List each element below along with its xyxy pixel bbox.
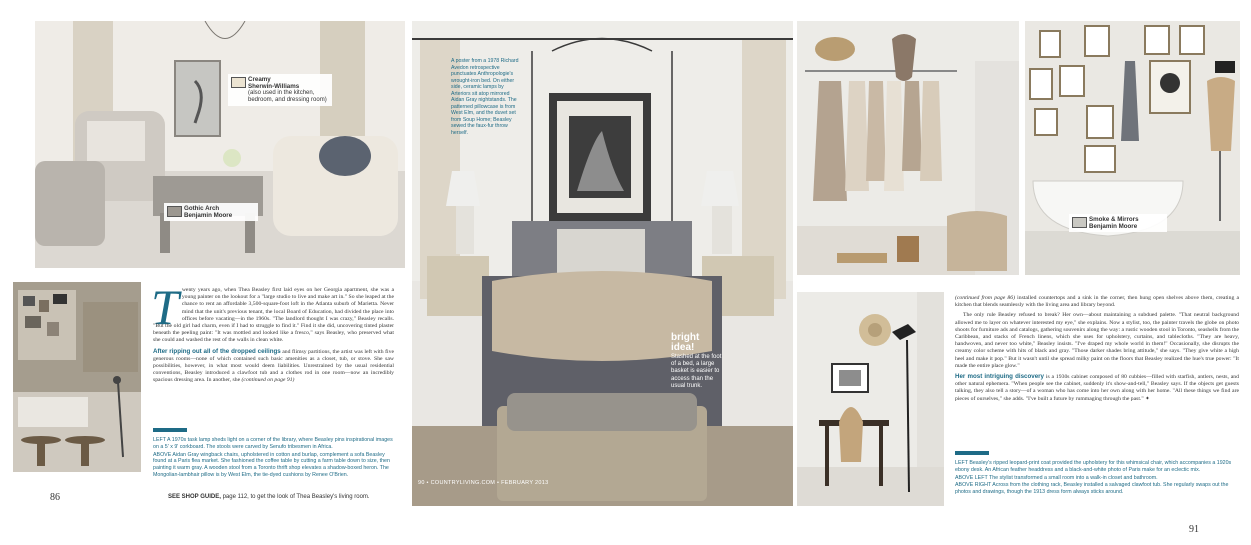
caption-left-library: LEFT A 1970s task lamp sheds light on a corner of the library, where Beasley pins inspirational images on a 5' x 9' corkboard. The stools were carved by Senufo tribesmen in Africa. (153, 437, 393, 450)
right-article-para2: The only rule Beasley refused to break? Her own—about maintaining a subdued palette. "That neutral background allowed me to layer on whatever interested my eye," she explains. Now a stylist, too, the painter travels the globe on photo shoots for furniture ads and catalogs, gathering souvenirs along the way: a rustic wooden stool in Toronto, seashells from the Caribbean, and stacks of French linens, which she uses for upholstery, curtains, and tablecloths. "They are heavy, handwoven, and never too white," Beasley insists. "I've draped my whole world in them!" Occasionally, she disrupts the creamy color scheme with hits of black and gray. "Those darker shades bring attitude," she says. "They give white a high heel and make it pop." But it wasn't until she spread milky paint on the floors that Beasley realized the hue's true power: "It made the entire place glow." (955, 312, 1239, 369)
continued-from: (continued from page 86) (955, 295, 1015, 301)
caption-left-desk: LEFT Beasley's ripped leopard-print coat provided the upholstery for this whimsical chair, which accompanies a 1920s ebony desk. An African feather headdress and a black-and-white photo of Paris make for an eclectic mix. (955, 460, 1232, 473)
swatch-brand: Sherwin-Williams (248, 83, 300, 90)
swatch-name: Creamy (248, 76, 271, 83)
bright-idea-callout (671, 333, 727, 390)
left-article-para1: Twenty years ago, when Thea Beasley first laid eyes on her Georgia apartment, she was a young painter on the lookout for a "large studio to live and make art in." So she leaped at the chance to rent an affordable 3,500-square-foot loft in the Atlanta suburb of Marietta. Never mind that the unit's previous tenant, the local Board of Education, had divided the place into offices before vacating—in the 1960s. "The landlord thought I was crazy," Beasley recalls. "But the old girl had charm, even if I had to struggle to find it." Find it she did, uncovering tinted plaster beneath the peeling paint: "It was mottled and looked like a fresco," says Beasley, who preserved what she could and washed the rest of the walls in clean white. (151, 279, 394, 344)
callout-title-2: idea! (671, 342, 695, 353)
left-subhead: After ripping out all of the dropped ceilings (153, 347, 281, 355)
left-captions (153, 428, 393, 480)
bathroom-photo (1025, 21, 1240, 275)
right-article (955, 295, 1239, 406)
swatch-brand: Benjamin Moore (184, 212, 233, 219)
paint-chip-icon (1072, 217, 1087, 228)
right-article-para3: Her most intriguing discovery is a 1930s cabinet composed of 80 cubbies—filled with starfish, antlers, nests, and other natural ephemera. "When people see the cabinet, suddenly it's show-and-tell," Beasley says. If the objects get guests talking, they also tell a story—of a woman who has come into her own along with her home. "All these things we find are pieces of ourselves," she adds. "I've built a future by rummaging through the past." ✦ (955, 373, 1239, 402)
desk-photo (797, 292, 944, 506)
swatch-label-creamy (228, 74, 332, 106)
paint-chip-icon (231, 77, 246, 88)
swatch-brand: Benjamin Moore (1089, 223, 1138, 230)
right-subhead: Her most intriguing discovery (955, 373, 1045, 381)
callout-body: Stashed at the foot of a bed, a large basket is easier to access than the usual trunk. (671, 354, 722, 389)
caption-above-living: ABOVE Aidan Gray wingback chairs, upholstered in cotton and burlap, complement a sofa Beasley found at a Paris flea market. She fashioned the coffee table by cutting a farm table down to size, then painting it warm gray. A wooden stool from a Toronto thrift shop elevates a shadow-boxed heron. The Mongolian-lambhair pillow is by West Elm, the tie-dyed cushions by Renee O'Brien. (153, 451, 390, 478)
caption-above-left-closet: ABOVE LEFT The stylist transformed a small room into a walk-in closet and bathroom. (955, 474, 1158, 481)
swatch-label-smoke-mirrors (1069, 214, 1167, 232)
shop-guide-note: SEE SHOP GUIDE, page 112, to get the look of Thea Beasley's living room. (168, 494, 370, 500)
folio: 90 • COUNTRYLIVING.COM • FEBRUARY 2013 (418, 480, 549, 486)
caption-above-right-bath: ABOVE RIGHT Across from the clothing rack, Beasley installed a salvaged clawfoot tub. She regularly swaps out the photos and drawings, though the 1913 dress form always sticks around. (955, 482, 1229, 496)
caption-rule (153, 428, 187, 432)
right-captions (955, 451, 1237, 497)
page-number-right: 91 (1189, 524, 1199, 535)
living-room-photo (35, 21, 405, 268)
continued-on: (continued on page 91) (241, 377, 295, 384)
left-article (151, 279, 394, 388)
swatch-name: Gothic Arch (184, 205, 220, 212)
swatch-name: Smoke & Mirrors (1089, 216, 1139, 223)
swatch-note: (also used in the kitchen, bedroom, and dressing room) (248, 90, 327, 103)
caption-rule (955, 451, 989, 455)
drop-cap: T (151, 279, 179, 335)
callout-title-1: bright (671, 332, 700, 343)
library-photo (13, 282, 141, 472)
page-number-left: 86 (50, 492, 60, 503)
poster-caption: A poster from a 1978 Richard Avedon retrospective punctuates Anthropologie's wrought-iron bed. On either side, ceramic lamps by Arteriors sit atop mirrored Aidan Gray nightstands. The patterned pillowcase is from West Elm, and the duvet set from Soup Home; Beasley sewed the faux-fur throw herself. (451, 58, 519, 136)
left-article-para2: After ripping out all of the dropped ceilings and flimsy partitions, the artist was left with five generous rooms—none of which contained such basic amenities as a closet, tub, or stove. She saw possibilities, however, in what most would deem liabilities. Unrestrained by the usual residential conventions, Beasley introduced a clawfoot tub and a clothes rod in one room—now an incredibly spacious dressing area. In another, she (continued on page 91) (153, 347, 394, 384)
closet-photo (797, 21, 1019, 275)
right-article-para1: (continued from page 86) installed countertops and a sink in the corner, then hung open shelves above them, creating a kitchen that blends seamlessly with the living area and library beyond. (955, 295, 1239, 309)
swatch-label-gothic-arch (164, 203, 258, 221)
paint-chip-icon (167, 206, 182, 217)
